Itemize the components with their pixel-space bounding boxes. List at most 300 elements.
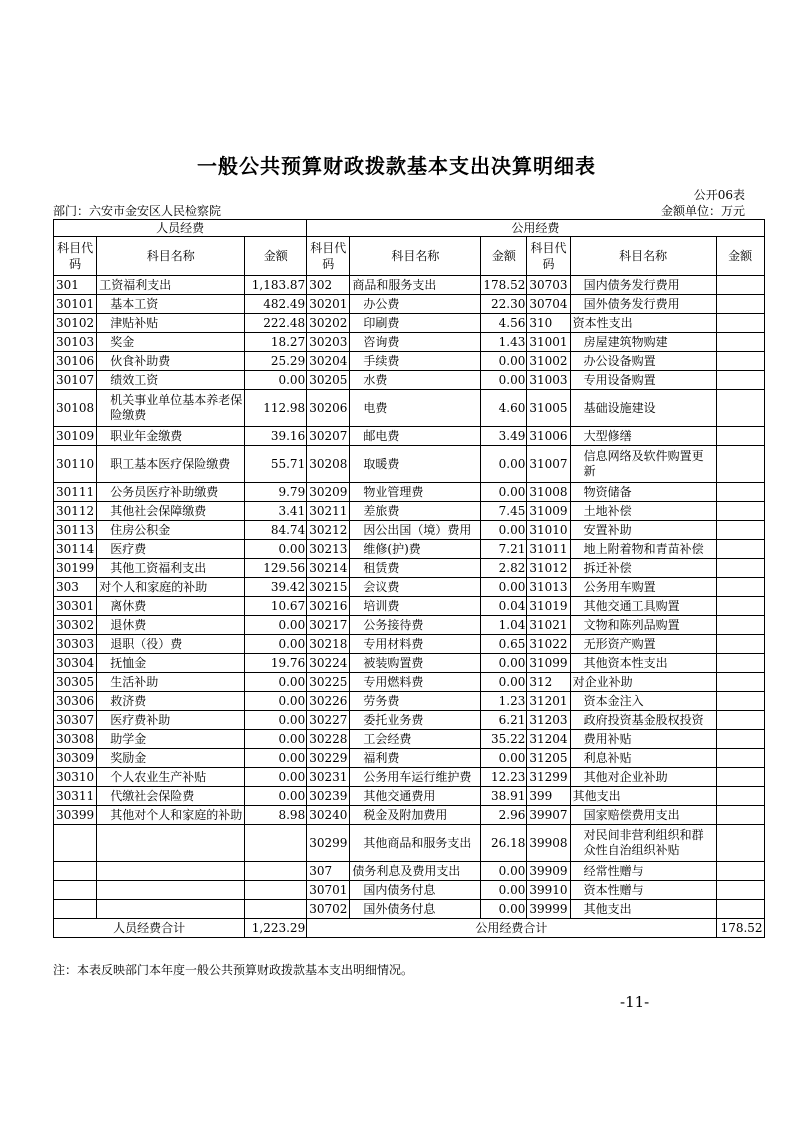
table-row [54, 390, 765, 427]
name-cell: 其他社会保障缴费 [97, 502, 245, 521]
code-cell: 31007 [527, 446, 570, 483]
code-cell: 30306 [54, 692, 97, 711]
name-cell: 其他对个人和家庭的补助 [97, 806, 245, 825]
code-cell: 30205 [307, 371, 350, 390]
name-cell [97, 881, 245, 900]
table-row [54, 900, 765, 919]
table-row [54, 692, 765, 711]
code-cell: 30702 [307, 900, 350, 919]
code-cell: 39909 [527, 862, 570, 881]
name-cell: 资本金注入 [570, 692, 716, 711]
code-cell: 31019 [527, 597, 570, 616]
code-cell: 31099 [527, 654, 570, 673]
table-row [54, 673, 765, 692]
form-number: 公开06表 [693, 188, 745, 202]
name-cell: 取暖费 [350, 446, 481, 483]
table-row [54, 806, 765, 825]
amount-cell: 0.00 [481, 446, 527, 483]
amount-cell: 0.00 [245, 692, 307, 711]
amount-cell: 4.56 [481, 314, 527, 333]
code-cell [54, 825, 97, 862]
code-cell: 30228 [307, 730, 350, 749]
code-cell: 31022 [527, 635, 570, 654]
code-cell: 30239 [307, 787, 350, 806]
amount-cell [245, 825, 307, 862]
code-cell: 31005 [527, 390, 570, 427]
expenditure-detail-table [53, 219, 765, 938]
name-cell: 工资福利支出 [97, 276, 245, 295]
name-cell: 电费 [350, 390, 481, 427]
name-cell: 其他支出 [570, 787, 716, 806]
name-cell: 咨询费 [350, 333, 481, 352]
name-cell: 职工基本医疗保险缴费 [97, 446, 245, 483]
amount-cell [716, 673, 764, 692]
code-cell: 30101 [54, 295, 97, 314]
code-cell: 31013 [527, 578, 570, 597]
code-cell: 30203 [307, 333, 350, 352]
code-cell: 30226 [307, 692, 350, 711]
amount-cell [245, 881, 307, 900]
amount-cell: 6.21 [481, 711, 527, 730]
name-header: 科目名称 [97, 237, 245, 276]
code-cell: 30110 [54, 446, 97, 483]
name-cell: 物资储备 [570, 483, 716, 502]
table-row [54, 314, 765, 333]
amount-cell [716, 825, 764, 862]
table-row [54, 559, 765, 578]
code-cell: 30309 [54, 749, 97, 768]
name-cell: 基本工资 [97, 295, 245, 314]
public-section-header: 公用经费 [307, 220, 764, 237]
name-cell: 其他资本性支出 [570, 654, 716, 673]
personnel-section-header: 人员经费 [54, 220, 307, 237]
code-cell: 302 [307, 276, 350, 295]
amount-cell [245, 862, 307, 881]
page-number: -11- [620, 993, 650, 1011]
amount-cell [716, 616, 764, 635]
code-cell: 30199 [54, 559, 97, 578]
table-row [54, 825, 765, 862]
amount-cell: 12.23 [481, 768, 527, 787]
code-cell: 30231 [307, 768, 350, 787]
amount-cell: 38.91 [481, 787, 527, 806]
totals-row [54, 919, 765, 938]
amount-cell [716, 806, 764, 825]
name-cell: 资本性支出 [570, 314, 716, 333]
name-cell: 办公费 [350, 295, 481, 314]
name-cell: 土地补偿 [570, 502, 716, 521]
code-cell: 30108 [54, 390, 97, 427]
amount-cell [716, 390, 764, 427]
code-cell: 30202 [307, 314, 350, 333]
name-cell: 水费 [350, 371, 481, 390]
name-cell: 津贴补贴 [97, 314, 245, 333]
code-cell: 31204 [527, 730, 570, 749]
code-cell: 31012 [527, 559, 570, 578]
amount-cell: 1.23 [481, 692, 527, 711]
name-cell: 无形资产购置 [570, 635, 716, 654]
amount-cell: 0.00 [481, 654, 527, 673]
code-cell: 30208 [307, 446, 350, 483]
name-cell: 邮电费 [350, 427, 481, 446]
code-cell: 30303 [54, 635, 97, 654]
amount-cell: 35.22 [481, 730, 527, 749]
amount-cell [716, 635, 764, 654]
amount-cell: 8.98 [245, 806, 307, 825]
code-cell: 30212 [307, 521, 350, 540]
table-row [54, 502, 765, 521]
name-cell: 培训费 [350, 597, 481, 616]
name-cell: 房屋建筑物购建 [570, 333, 716, 352]
name-cell: 福利费 [350, 749, 481, 768]
code-cell: 307 [307, 862, 350, 881]
amount-cell: 0.00 [245, 635, 307, 654]
table-row [54, 616, 765, 635]
name-cell: 离休费 [97, 597, 245, 616]
name-cell: 机关事业单位基本养老保险缴费 [97, 390, 245, 427]
amount-cell: 3.49 [481, 427, 527, 446]
code-cell: 399 [527, 787, 570, 806]
amount-cell: 9.79 [245, 483, 307, 502]
code-cell: 30399 [54, 806, 97, 825]
code-cell: 31011 [527, 540, 570, 559]
name-cell: 安置补助 [570, 521, 716, 540]
amount-cell: 129.56 [245, 559, 307, 578]
code-cell: 30204 [307, 352, 350, 371]
code-cell: 31021 [527, 616, 570, 635]
code-cell: 30207 [307, 427, 350, 446]
name-cell [97, 825, 245, 862]
column-header-row [54, 237, 765, 276]
amount-cell [716, 597, 764, 616]
code-cell: 30215 [307, 578, 350, 597]
amount-cell: 55.71 [245, 446, 307, 483]
amount-header: 金额 [716, 237, 764, 276]
code-cell: 30311 [54, 787, 97, 806]
name-cell: 医疗费补助 [97, 711, 245, 730]
amount-cell: 1.43 [481, 333, 527, 352]
name-cell: 职业年金缴费 [97, 427, 245, 446]
code-cell: 30103 [54, 333, 97, 352]
table-row [54, 635, 765, 654]
amount-cell [716, 352, 764, 371]
code-cell: 30217 [307, 616, 350, 635]
name-cell: 商品和服务支出 [350, 276, 481, 295]
name-cell: 专用材料费 [350, 635, 481, 654]
code-cell: 30109 [54, 427, 97, 446]
code-cell: 31010 [527, 521, 570, 540]
code-cell: 31008 [527, 483, 570, 502]
code-cell: 30302 [54, 616, 97, 635]
amount-cell: 0.00 [481, 673, 527, 692]
code-cell: 30214 [307, 559, 350, 578]
code-cell: 30701 [307, 881, 350, 900]
name-cell: 债务利息及费用支出 [350, 862, 481, 881]
name-cell: 生活补助 [97, 673, 245, 692]
code-cell: 39910 [527, 881, 570, 900]
amount-cell [716, 314, 764, 333]
code-cell [54, 900, 97, 919]
name-cell: 退职（役）费 [97, 635, 245, 654]
name-cell: 文物和陈列品购置 [570, 616, 716, 635]
amount-cell: 7.21 [481, 540, 527, 559]
code-header: 科目代码 [54, 237, 97, 276]
name-cell: 个人农业生产补贴 [97, 768, 245, 787]
table-row [54, 446, 765, 483]
code-cell: 30213 [307, 540, 350, 559]
code-cell: 31003 [527, 371, 570, 390]
name-cell: 救济费 [97, 692, 245, 711]
name-cell: 国内债务发行费用 [570, 276, 716, 295]
code-cell: 39999 [527, 900, 570, 919]
code-cell: 39907 [527, 806, 570, 825]
table-row [54, 862, 765, 881]
name-cell: 差旅费 [350, 502, 481, 521]
amount-cell: 84.74 [245, 521, 307, 540]
amount-cell [716, 730, 764, 749]
code-cell: 30225 [307, 673, 350, 692]
amount-cell: 1.04 [481, 616, 527, 635]
name-cell: 其他支出 [570, 900, 716, 919]
amount-cell: 0.00 [245, 787, 307, 806]
name-cell: 奖励金 [97, 749, 245, 768]
department-label: 部门：六安市金安区人民检察院 [53, 204, 222, 218]
table-row [54, 521, 765, 540]
name-cell: 政府投资基金股权投资 [570, 711, 716, 730]
name-cell: 对民间非营利组织和群众性自治组织补贴 [570, 825, 716, 862]
amount-cell: 112.98 [245, 390, 307, 427]
code-cell: 30209 [307, 483, 350, 502]
amount-cell [716, 295, 764, 314]
amount-cell: 178.52 [481, 276, 527, 295]
name-cell: 奖金 [97, 333, 245, 352]
table-row [54, 540, 765, 559]
name-cell: 工会经费 [350, 730, 481, 749]
name-cell: 专用燃料费 [350, 673, 481, 692]
name-cell: 经常性赠与 [570, 862, 716, 881]
amount-cell: 26.18 [481, 825, 527, 862]
name-header: 科目名称 [350, 237, 481, 276]
amount-cell [716, 862, 764, 881]
name-cell: 绩效工资 [97, 371, 245, 390]
amount-cell [716, 371, 764, 390]
code-cell: 30301 [54, 597, 97, 616]
amount-cell: 1,183.87 [245, 276, 307, 295]
name-cell: 其他交通工具购置 [570, 597, 716, 616]
code-cell: 310 [527, 314, 570, 333]
amount-cell: 39.16 [245, 427, 307, 446]
code-cell: 30218 [307, 635, 350, 654]
code-cell: 30206 [307, 390, 350, 427]
amount-cell [716, 711, 764, 730]
table-row [54, 749, 765, 768]
amount-cell: 22.30 [481, 295, 527, 314]
amount-cell [716, 692, 764, 711]
name-cell: 其他交通费用 [350, 787, 481, 806]
code-cell: 30113 [54, 521, 97, 540]
amount-cell: 0.00 [481, 352, 527, 371]
code-cell: 31001 [527, 333, 570, 352]
amount-cell: 2.96 [481, 806, 527, 825]
code-cell: 30229 [307, 749, 350, 768]
amount-unit-label: 金额单位：万元 [660, 204, 745, 218]
name-cell: 退休费 [97, 616, 245, 635]
amount-cell: 0.00 [481, 371, 527, 390]
amount-cell: 19.76 [245, 654, 307, 673]
amount-cell: 18.27 [245, 333, 307, 352]
name-cell: 手续费 [350, 352, 481, 371]
name-cell: 拆迁补偿 [570, 559, 716, 578]
amount-cell: 0.00 [245, 749, 307, 768]
code-cell: 30216 [307, 597, 350, 616]
amount-cell [716, 446, 764, 483]
amount-cell: 0.00 [481, 521, 527, 540]
code-cell: 30106 [54, 352, 97, 371]
name-cell [97, 862, 245, 881]
name-cell: 公务员医疗补助缴费 [97, 483, 245, 502]
name-cell: 其他工资福利支出 [97, 559, 245, 578]
amount-cell: 25.29 [245, 352, 307, 371]
amount-cell [245, 900, 307, 919]
code-cell: 31299 [527, 768, 570, 787]
table-row [54, 295, 765, 314]
amount-cell [716, 881, 764, 900]
table-row [54, 276, 765, 295]
footnote: 注：本表反映部门本年度一般公共预算财政拨款基本支出明细情况。 [53, 963, 414, 977]
name-cell: 医疗费 [97, 540, 245, 559]
amount-cell [716, 333, 764, 352]
amount-cell: 0.00 [245, 730, 307, 749]
amount-cell: 0.00 [245, 616, 307, 635]
name-cell: 物业管理费 [350, 483, 481, 502]
name-cell: 国外债务付息 [350, 900, 481, 919]
name-cell: 被装购置费 [350, 654, 481, 673]
name-cell: 公务用车购置 [570, 578, 716, 597]
name-cell: 伙食补助费 [97, 352, 245, 371]
amount-cell [716, 768, 764, 787]
name-cell: 劳务费 [350, 692, 481, 711]
table-row [54, 711, 765, 730]
name-cell: 抚恤金 [97, 654, 245, 673]
table-row [54, 787, 765, 806]
amount-cell: 4.60 [481, 390, 527, 427]
amount-cell [716, 578, 764, 597]
amount-cell [716, 900, 764, 919]
code-cell: 30310 [54, 768, 97, 787]
name-header: 科目名称 [570, 237, 716, 276]
name-cell: 专用设备购置 [570, 371, 716, 390]
code-cell: 30107 [54, 371, 97, 390]
amount-cell: 3.41 [245, 502, 307, 521]
code-cell: 30240 [307, 806, 350, 825]
amount-cell [716, 749, 764, 768]
name-cell: 代缴社会保险费 [97, 787, 245, 806]
code-cell: 30299 [307, 825, 350, 862]
code-cell: 30305 [54, 673, 97, 692]
amount-cell: 0.04 [481, 597, 527, 616]
name-cell: 费用补贴 [570, 730, 716, 749]
amount-cell: 0.00 [245, 768, 307, 787]
name-cell [97, 900, 245, 919]
amount-cell: 0.00 [245, 673, 307, 692]
amount-header: 金额 [245, 237, 307, 276]
amount-cell: 222.48 [245, 314, 307, 333]
name-cell: 印刷费 [350, 314, 481, 333]
table-row [54, 597, 765, 616]
name-cell: 大型修缮 [570, 427, 716, 446]
personnel-total-label: 人员经费合计 [54, 919, 245, 938]
amount-cell [716, 787, 764, 806]
table-row [54, 881, 765, 900]
name-cell: 其他商品和服务支出 [350, 825, 481, 862]
name-cell: 委托业务费 [350, 711, 481, 730]
amount-cell [716, 521, 764, 540]
amount-cell: 0.00 [245, 371, 307, 390]
code-cell [54, 862, 97, 881]
code-cell: 30308 [54, 730, 97, 749]
amount-cell [716, 427, 764, 446]
code-cell: 31002 [527, 352, 570, 371]
code-cell: 31006 [527, 427, 570, 446]
name-cell: 住房公积金 [97, 521, 245, 540]
name-cell: 公务接待费 [350, 616, 481, 635]
code-cell: 30211 [307, 502, 350, 521]
amount-cell: 0.00 [481, 900, 527, 919]
amount-cell: 0.00 [481, 483, 527, 502]
code-cell: 31201 [527, 692, 570, 711]
code-cell: 30201 [307, 295, 350, 314]
name-cell: 国外债务发行费用 [570, 295, 716, 314]
code-header: 科目代码 [527, 237, 570, 276]
amount-header: 金额 [481, 237, 527, 276]
public-total-label: 公用经费合计 [307, 919, 716, 938]
table-row [54, 768, 765, 787]
code-cell: 30304 [54, 654, 97, 673]
amount-cell [716, 654, 764, 673]
amount-cell: 0.00 [245, 540, 307, 559]
name-cell: 资本性赠与 [570, 881, 716, 900]
code-cell: 30112 [54, 502, 97, 521]
code-cell: 312 [527, 673, 570, 692]
code-cell: 30111 [54, 483, 97, 502]
personnel-total-amount: 1,223.29 [245, 919, 307, 938]
code-cell: 39908 [527, 825, 570, 862]
amount-cell: 0.00 [245, 711, 307, 730]
code-cell: 30703 [527, 276, 570, 295]
table-row [54, 654, 765, 673]
amount-cell [716, 559, 764, 578]
name-cell: 助学金 [97, 730, 245, 749]
code-cell: 301 [54, 276, 97, 295]
amount-cell [716, 276, 764, 295]
code-cell: 30307 [54, 711, 97, 730]
name-cell: 利息补贴 [570, 749, 716, 768]
name-cell: 税金及附加费用 [350, 806, 481, 825]
code-cell: 30102 [54, 314, 97, 333]
amount-cell: 0.65 [481, 635, 527, 654]
name-cell: 对企业补助 [570, 673, 716, 692]
amount-cell: 0.00 [481, 862, 527, 881]
name-cell: 维修(护)费 [350, 540, 481, 559]
code-cell: 303 [54, 578, 97, 597]
code-cell: 31009 [527, 502, 570, 521]
amount-cell: 0.00 [481, 881, 527, 900]
name-cell: 因公出国（境）费用 [350, 521, 481, 540]
code-cell: 30704 [527, 295, 570, 314]
table-row [54, 483, 765, 502]
amount-cell [716, 483, 764, 502]
section-header-row [54, 220, 765, 237]
